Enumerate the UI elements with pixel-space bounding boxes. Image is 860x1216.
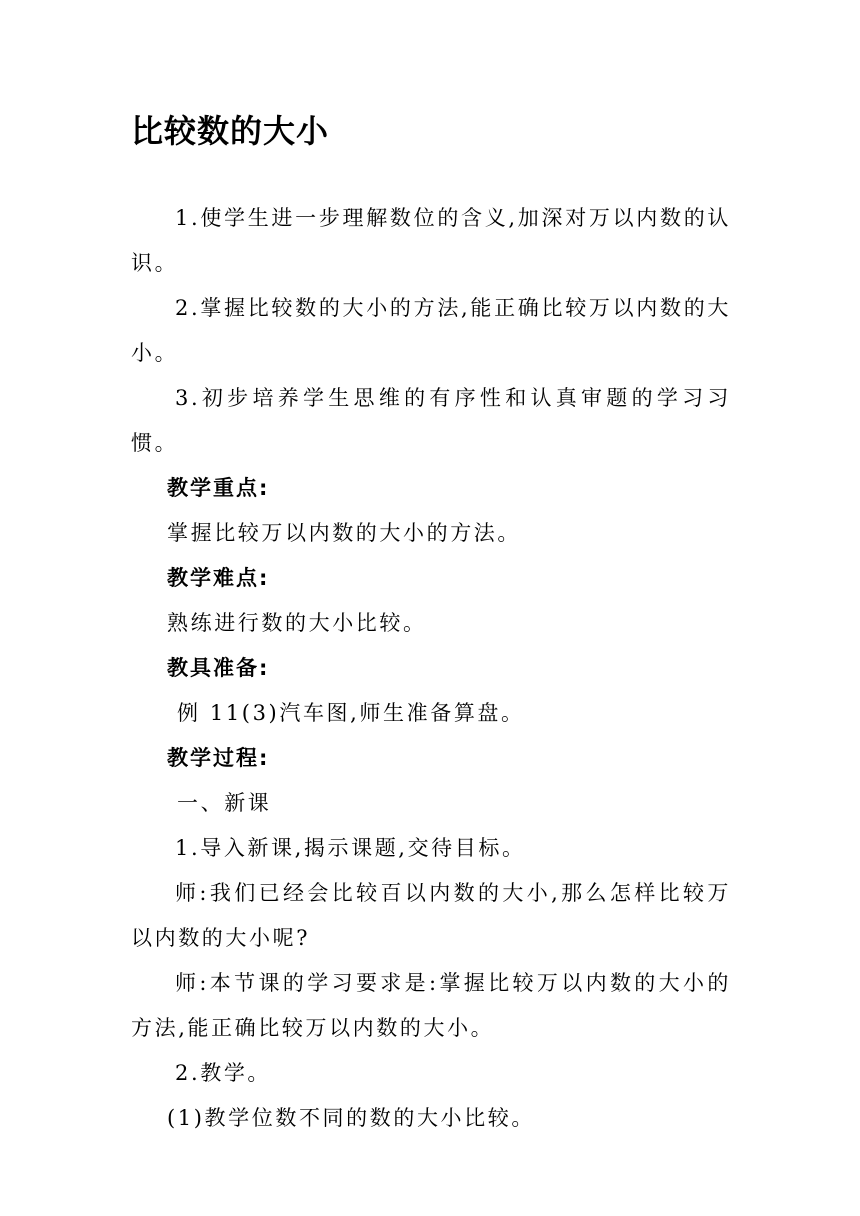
body-paragraph: 例 11(3)汽车图,师生准备算盘。 — [177, 701, 525, 725]
section-heading: 教学重点: — [167, 476, 270, 500]
body-paragraph: 2.教学。 — [175, 1061, 272, 1085]
body-paragraph: 1.使学生进一步理解数位的含义,加深对万以内数的认识。 — [131, 206, 731, 275]
body-paragraph: 掌握比较万以内数的大小的方法。 — [167, 521, 521, 545]
body-paragraph: (1)教学位数不同的数的大小比较。 — [167, 1106, 535, 1130]
body-paragraph: 1.导入新课,揭示课题,交待目标。 — [175, 836, 526, 860]
body-paragraph: 3.初步培养学生思维的有序性和认真审题的学习习惯。 — [131, 386, 731, 455]
section-heading: 教学过程: — [167, 746, 270, 770]
section-heading: 教具准备: — [167, 656, 270, 680]
document-title: 比较数的大小 — [131, 112, 330, 150]
body-paragraph: 师:本节课的学习要求是:掌握比较万以内数的大小的方法,能正确比较万以内数的大小。 — [131, 971, 731, 1040]
body-paragraph: 熟练进行数的大小比较。 — [167, 611, 427, 635]
body-paragraph: 2.掌握比较数的大小的方法,能正确比较万以内数的大小。 — [131, 296, 731, 365]
document-body — [131, 196, 731, 1141]
section-heading: 教学难点: — [167, 566, 270, 590]
body-paragraph: 一、新课 — [177, 791, 272, 815]
body-paragraph: 师:我们已经会比较百以内数的大小,那么怎样比较万以内数的大小呢? — [131, 881, 731, 950]
